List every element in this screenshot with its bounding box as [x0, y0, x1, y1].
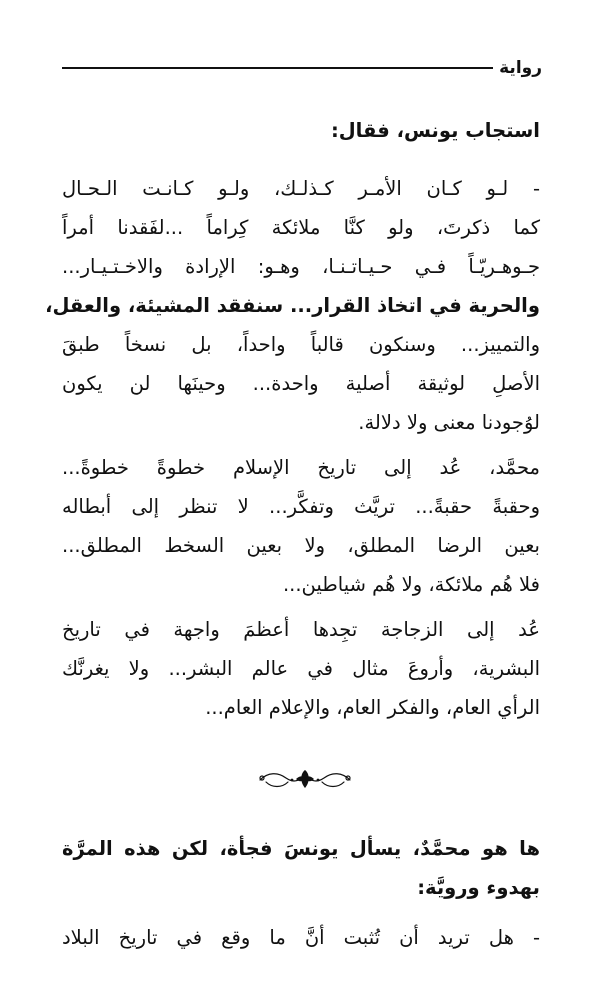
text-line: جـوهـريّـاً فـي حـيـاتـنـا، وهـو: الإرادة والاخـتـيـار...: [62, 255, 540, 278]
text-line: محمَّد، عُد إلى تاريخ الإسلام خطوةً خطوةً...: [62, 456, 540, 479]
floral-divider-icon: [256, 764, 354, 794]
text-line: عُد إلى الزجاجة تجِدها أعظمَ واجهة في تاريخ: [62, 618, 540, 641]
paragraph-5: [62, 918, 540, 957]
header-title: رواية: [499, 58, 542, 78]
text-line: ها هو محمَّدٌ، يسأل يونسَ فجأة، لكن هذه المرَّة: [62, 837, 540, 860]
text-line: وحقبةً حقبةً... تريَّث وتفكَّر... لا تنظر إلى أبطاله: [62, 495, 540, 518]
text-line: والحرية في اتخاذ القرار... سنفقد المشيئة، والعقل،: [45, 294, 540, 317]
paragraph-1: [45, 169, 540, 442]
text-line: لوُجودنا معنى ولا دلالة.: [358, 411, 540, 434]
text-line: فلا هُم ملائكة، ولا هُم شياطين...: [282, 573, 540, 596]
text-line: استجاب يونس، فقال:: [330, 119, 540, 142]
text-line: بعين الرضا المطلق، ولا بعين السخط المطلق...: [62, 534, 540, 557]
text-line: - لـو كـان الأمـر كـذلـك، ولـو كـانـت الـحـال: [62, 177, 540, 200]
header-rule: [62, 67, 493, 69]
paragraph-3: [62, 610, 540, 727]
text-line: الأصلِ لوثيقة أصلية واحدة... وحينَها لن يكون: [62, 372, 540, 395]
paragraph-2: [62, 448, 540, 604]
running-header: [62, 56, 542, 80]
text-line: البشرية، وأروعَ مثال في عالم البشر... ولا يغرنَّك: [62, 657, 540, 680]
text-line: - هل تريد أن تُثبت أنَّ ما وقع في تاريخ البلاد: [62, 926, 540, 949]
intro-line: [62, 111, 540, 150]
paragraph-4: [62, 829, 540, 907]
text-line: بهدوء ورويَّة:: [417, 876, 540, 899]
text-line: كما ذكرتَ، ولو كنَّا ملائكة كِراماً ...لفَقدنا أمراً: [62, 216, 540, 239]
text-line: والتمييز... وسنكون قالباً واحداً، بل نسخاً طبقَ: [62, 333, 540, 356]
text-line: الرأي العام، والفكر العام، والإعلام العام...: [205, 696, 540, 719]
